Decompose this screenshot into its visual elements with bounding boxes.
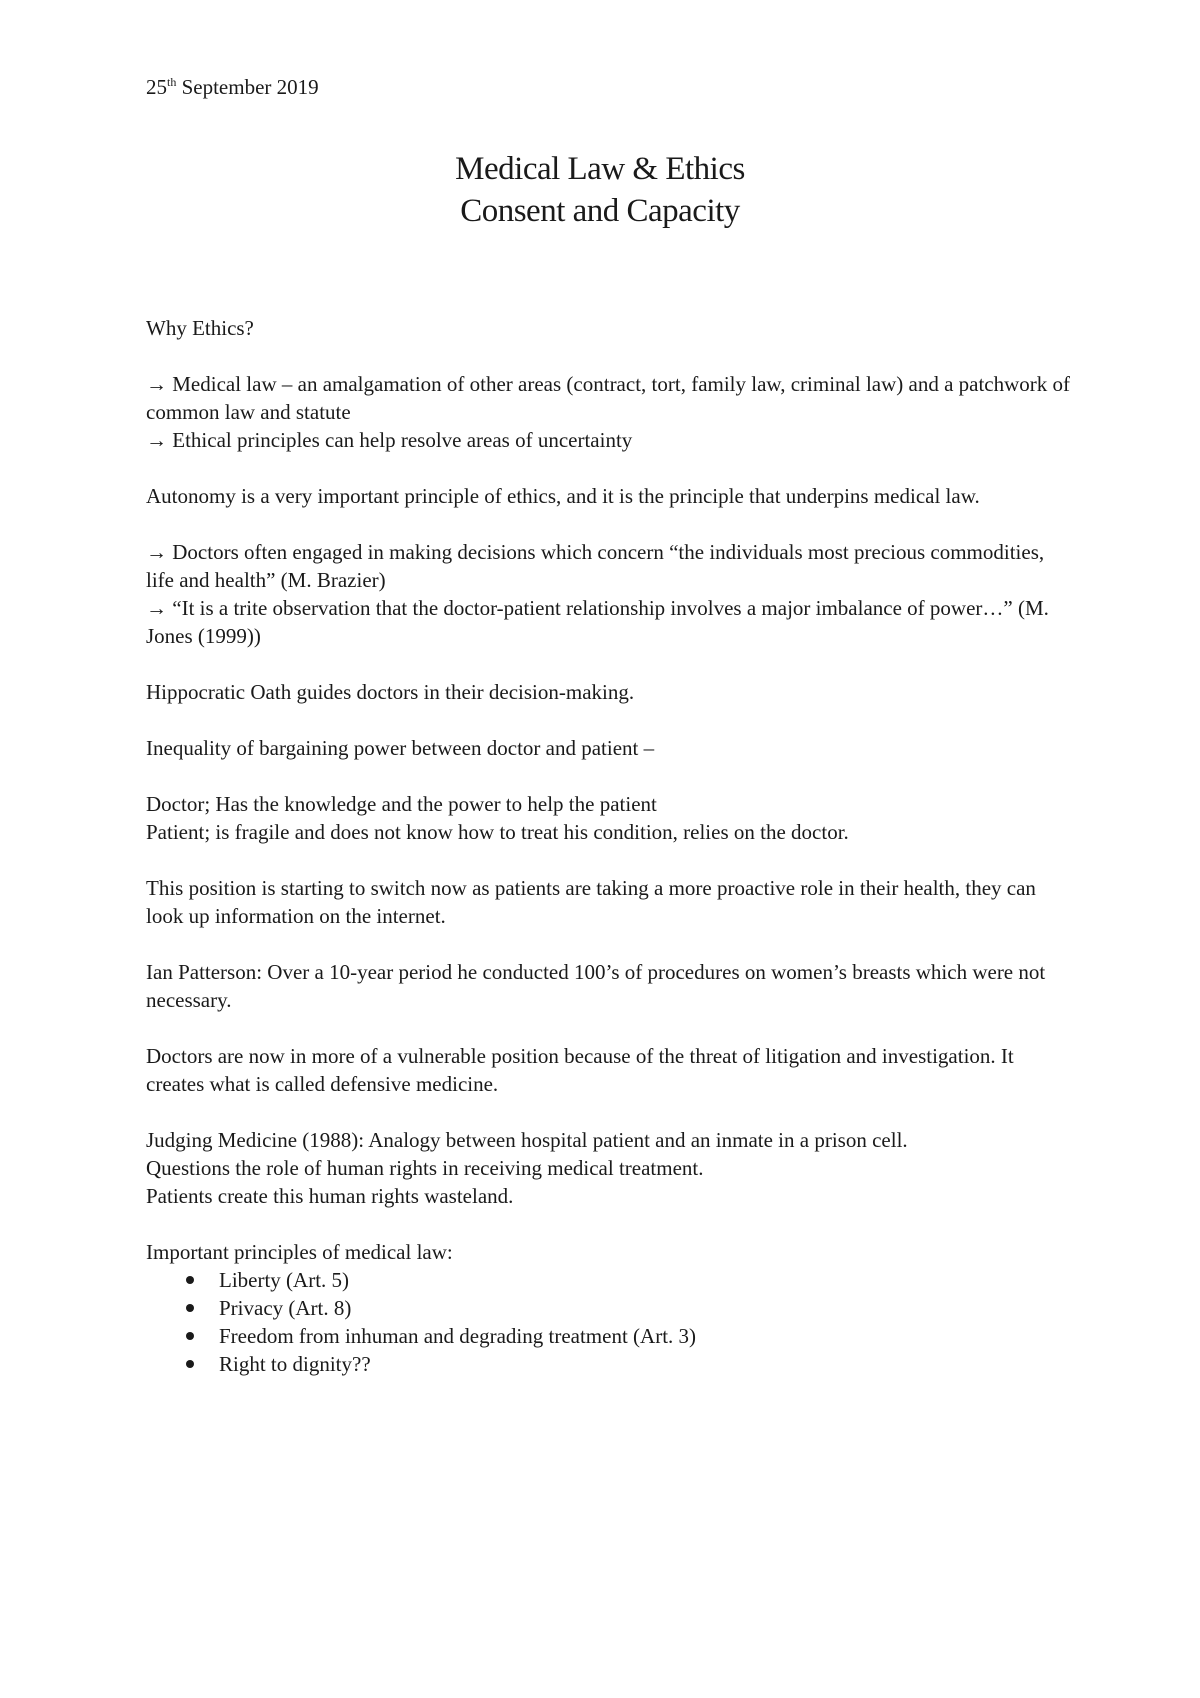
human-rights-question-line: Questions the role of human rights in receiving medical treatment. — [146, 1156, 704, 1180]
principles-heading: Important principles of medical law: — [146, 1240, 453, 1264]
wasteland-line: Patients create this human rights wasteland. — [146, 1184, 514, 1208]
list-item — [146, 1350, 1076, 1378]
arrow-point-doctors-decisions — [146, 538, 1076, 594]
list-item-text: Liberty (Art. 5) — [219, 1268, 350, 1292]
arrow-point-ethical-principles — [146, 426, 1076, 454]
arrow-point-imbalance-quote — [146, 594, 1076, 650]
arrow-point-text: Ethical principles can help resolve areas of uncertainty — [167, 428, 633, 452]
bullet-icon — [186, 1304, 194, 1312]
inequality-paragraph: Inequality of bargaining power between doctor and patient – — [146, 736, 655, 760]
hippocratic-paragraph: Hippocratic Oath guides doctors in their decision-making. — [146, 680, 635, 704]
list-item-text: Right to dignity?? — [219, 1352, 371, 1376]
document-body — [146, 314, 1076, 1378]
right-arrow-icon: → — [146, 540, 167, 564]
right-arrow-icon: → — [146, 372, 167, 396]
position-switch-paragraph: This position is starting to switch now as patients are taking a more proactive role in their health, they can look up information on the internet. — [146, 876, 1036, 928]
right-arrow-icon: → — [146, 596, 167, 620]
patient-line: Patient; is fragile and does not know how to treat his condition, relies on the doctor. — [146, 820, 849, 844]
date-ordinal-suffix: th — [167, 75, 177, 89]
date-day: 25 — [146, 75, 167, 99]
bullet-icon — [186, 1360, 194, 1368]
arrow-point-medical-law — [146, 370, 1076, 426]
autonomy-paragraph: Autonomy is a very important principle of ethics, and it is the principle that underpins medical law. — [146, 484, 980, 508]
date-month-year: September 2019 — [176, 75, 319, 99]
bullet-icon — [186, 1332, 194, 1340]
doctor-line: Doctor; Has the knowledge and the power to help the patient — [146, 792, 657, 816]
list-item — [146, 1266, 1076, 1294]
list-item — [146, 1294, 1076, 1322]
why-ethics-heading: Why Ethics? — [146, 316, 254, 340]
list-item-text: Privacy (Art. 8) — [219, 1296, 352, 1320]
document-title — [0, 148, 1200, 232]
principles-list — [146, 1266, 1076, 1378]
arrow-point-text: “It is a trite observation that the doctor-patient relationship involves a major imbalance of power…” (M. Jones (1999)) — [146, 596, 1049, 648]
patterson-paragraph: Ian Patterson: Over a 10-year period he conducted 100’s of procedures on women’s breasts which were not necessary. — [146, 960, 1046, 1012]
list-item — [146, 1322, 1076, 1350]
judging-medicine-line: Judging Medicine (1988): Analogy between hospital patient and an inmate in a prison cell. — [146, 1128, 908, 1152]
arrow-point-text: Doctors often engaged in making decisions which concern “the individuals most precious commodities, life and health” (M. Brazier) — [146, 540, 1045, 592]
title-main: Medical Law & Ethics — [455, 151, 745, 187]
arrow-point-text: Medical law – an amalgamation of other areas (contract, tort, family law, criminal law) and a patchwork of common law and statute — [146, 372, 1071, 424]
list-item-text: Freedom from inhuman and degrading treatment (Art. 3) — [219, 1324, 697, 1348]
bullet-icon — [186, 1276, 194, 1284]
right-arrow-icon: → — [146, 428, 167, 452]
vulnerable-paragraph: Doctors are now in more of a vulnerable position because of the threat of litigation and investigation. It creates what is called defensive medicine. — [146, 1044, 1014, 1096]
title-subtitle: Consent and Capacity — [460, 193, 740, 229]
document-date — [146, 73, 319, 101]
